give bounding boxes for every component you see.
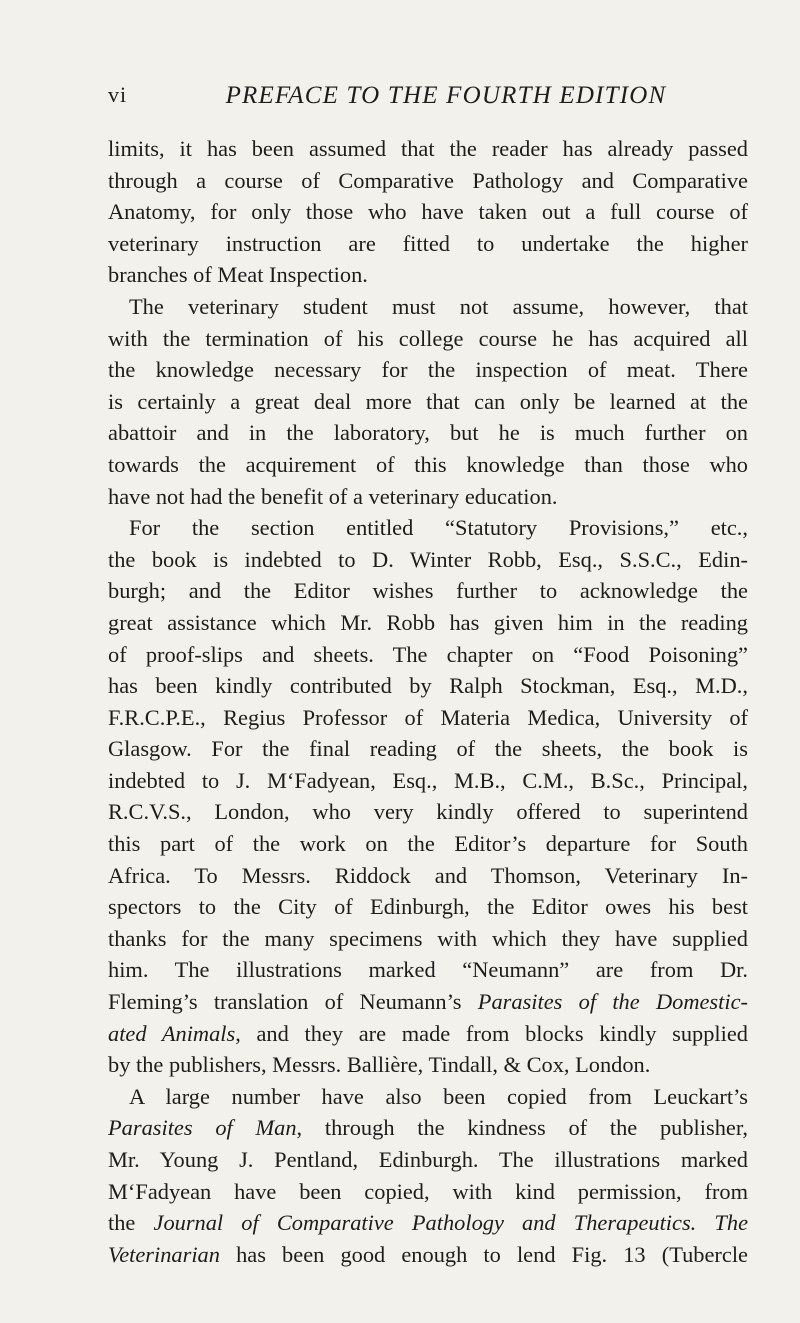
text-line <box>108 1239 748 1271</box>
text-line: The veterinary student must not assume, however, that <box>129 293 748 319</box>
text-run: the <box>108 1210 154 1236</box>
text-line: A large number have also been copied from Leuckart’s <box>129 1083 748 1109</box>
text-line <box>108 1112 748 1144</box>
text-line: spectors to the City of Edinburgh, the Editor owes his best <box>108 894 748 920</box>
text-line: Anatomy, for only those who have taken out a full course of <box>108 199 748 225</box>
text-line: R.C.V.S., London, who very kindly offered to superintend <box>108 799 748 825</box>
italic-title: ated Animals <box>108 1020 236 1046</box>
text-line <box>108 986 748 1018</box>
text-line: have not had the benefit of a veterinary education. <box>108 483 558 509</box>
text-line: by the publishers, Messrs. Ballière, Tindall, & Cox, London. <box>108 1052 651 1078</box>
text-line: burgh; and the Editor wishes further to acknowledge the <box>108 578 748 604</box>
text-line: with the termination of his college course he has acquired all <box>108 325 748 351</box>
text-line <box>108 1207 748 1239</box>
body-text <box>108 133 748 1270</box>
italic-title: Veterinarian <box>108 1241 220 1267</box>
page-number: vi <box>108 82 128 107</box>
text-line: For the section entitled “Statutory Provisions,” etc., <box>129 515 748 541</box>
italic-title: Parasites of the Domestic- <box>477 989 748 1015</box>
italic-title: Parasites of Man <box>108 1115 297 1141</box>
text-line: Glasgow. For the final reading of the sheets, the book is <box>108 736 748 762</box>
text-line: the knowledge necessary for the inspection of meat. There <box>108 357 748 383</box>
text-line <box>108 1018 748 1050</box>
text-line: the book is indebted to D. Winter Robb, Esq., S.S.C., Edin- <box>108 546 748 572</box>
text-line: M‘Fadyean have been copied, with kind permission, from <box>108 1178 748 1204</box>
text-line: through a course of Comparative Pathology and Comparative <box>108 167 748 193</box>
text-line: thanks for the many specimens with which they have supplied <box>108 925 748 951</box>
text-line: great assistance which Mr. Robb has given him in the reading <box>108 609 748 635</box>
text-line: has been kindly contributed by Ralph Stockman, Esq., M.D., <box>108 673 748 699</box>
text-line: this part of the work on the Editor’s departure for South <box>108 831 748 857</box>
page-header <box>108 82 738 116</box>
running-title: PREFACE TO THE FOURTH EDITION <box>225 82 667 109</box>
text-line: him. The illustrations marked “Neumann” are from Dr. <box>108 957 748 983</box>
text-run <box>696 1210 714 1235</box>
text-run: Fleming’s translation of Neumann’s <box>108 989 478 1015</box>
text-line: Mr. Young J. Pentland, Edinburgh. The illustrations marked <box>108 1147 748 1172</box>
text-run: has been good enough to lend Fig. 13 (Tubercle <box>219 1241 748 1267</box>
text-line: of proof-slips and sheets. The chapter on “Food Poisoning” <box>108 641 748 667</box>
text-run: , through the kindness of the publisher, <box>296 1115 748 1141</box>
text-line: limits, it has been assumed that the reader has already passed <box>108 136 748 161</box>
italic-title: Journal of Comparative Pathology and Therapeutics. <box>153 1210 697 1236</box>
text-line: indebted to J. M‘Fadyean, Esq., M.B., C.M., B.Sc., Principal, <box>108 767 748 793</box>
text-line: veterinary instruction are fitted to undertake the higher <box>108 230 748 256</box>
text-line: Africa. To Messrs. Riddock and Thomson, Veterinary In- <box>108 862 748 888</box>
text-line: is certainly a great deal more that can only be learned at the <box>108 388 748 414</box>
text-line: towards the acquirement of this knowledge than those who <box>108 451 748 477</box>
text-line: branches of Meat Inspection. <box>108 262 368 288</box>
text-line: abattoir and in the laboratory, but he is much further on <box>108 420 748 446</box>
italic-title: The <box>714 1210 748 1236</box>
text-line: F.R.C.P.E., Regius Professor of Materia Medica, University of <box>108 704 748 730</box>
text-run: , and they are made from blocks kindly supplied <box>235 1020 748 1046</box>
